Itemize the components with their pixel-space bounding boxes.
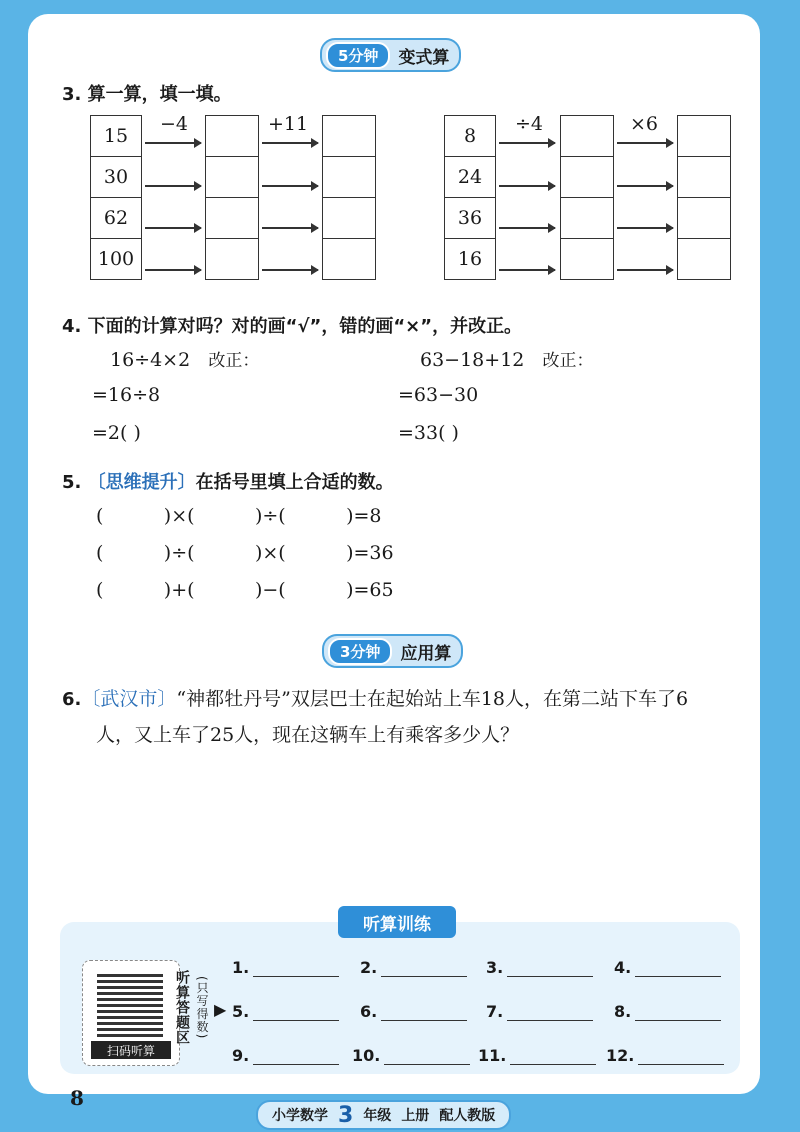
q4a-step1: =16÷8: [92, 384, 161, 406]
arrow: [617, 185, 673, 187]
section-header-application: [322, 634, 463, 668]
arrow: [262, 227, 318, 229]
q4a-step2[interactable]: =2( ): [92, 422, 141, 444]
section-time-badge: 5分钟: [326, 42, 390, 69]
start-cell: 16: [457, 248, 483, 270]
answer-slot[interactable]: 1.: [232, 958, 339, 977]
answer-slot[interactable]: 5.: [232, 1002, 339, 1021]
section-time-badge: 3分钟: [328, 638, 392, 665]
q5-row[interactable]: ( )×( )÷( )=8: [96, 505, 382, 527]
page-number: 8: [70, 1086, 84, 1110]
q4b-expression: 63−18+12 改正：: [420, 349, 594, 371]
q3-right-end-column: [677, 115, 731, 280]
arrow: [262, 142, 318, 144]
answer-cell[interactable]: [678, 198, 730, 239]
q3-left-middle-column: [205, 115, 259, 280]
answer-cell[interactable]: [561, 198, 613, 239]
qr-code-icon: [97, 971, 163, 1037]
answer-cell[interactable]: [323, 239, 375, 279]
q3-left-op1: −4: [160, 113, 189, 135]
q5-tag: 〔思维提升〕: [87, 472, 196, 493]
qr-label: 扫码听算: [91, 1041, 171, 1059]
q4b-step1: =63−30: [398, 384, 479, 406]
answer-slot[interactable]: 8.: [614, 1002, 721, 1021]
answer-zone-label: 听算答题区: [174, 970, 190, 1045]
start-cell: 100: [97, 248, 135, 270]
answer-slot[interactable]: 4.: [614, 958, 721, 977]
q3-right-op1: ÷4: [515, 113, 544, 135]
arrow: [145, 269, 201, 271]
answer-cell[interactable]: [206, 198, 258, 239]
q4b-step2[interactable]: =33( ): [398, 422, 459, 444]
arrow: [499, 185, 555, 187]
answer-slot[interactable]: 6.: [360, 1002, 467, 1021]
arrow: [145, 142, 201, 144]
arrow: [499, 227, 555, 229]
start-cell: 30: [91, 157, 141, 198]
start-cell: 62: [91, 198, 141, 239]
arrow: [145, 227, 201, 229]
q5-row[interactable]: ( )+( )−( )=65: [96, 579, 394, 601]
answer-slot[interactable]: 2.: [360, 958, 467, 977]
answer-cell[interactable]: [323, 116, 375, 157]
answer-cell[interactable]: [206, 116, 258, 157]
section-title: 应用算: [400, 643, 452, 664]
answer-zone-note: (只写得数): [195, 976, 209, 1040]
question-6-line1: 6.〔武汉市〕“神都牡丹号”双层巴士在起始站上车18人，在第二站下车了6: [62, 688, 689, 710]
answer-cell[interactable]: [206, 157, 258, 198]
start-cell: 15: [91, 116, 141, 157]
answer-cell[interactable]: [678, 239, 730, 279]
answer-slot[interactable]: 7.: [486, 1002, 593, 1021]
q3-right-op2: ×6: [630, 113, 659, 135]
answer-cell[interactable]: [678, 116, 730, 157]
answer-slot[interactable]: 9.: [232, 1046, 339, 1065]
start-cell: 24: [445, 157, 495, 198]
q3-left-start-column: [90, 115, 142, 280]
answer-cell[interactable]: [678, 157, 730, 198]
q5-row[interactable]: ( )÷( )×( )=36: [96, 542, 394, 564]
answer-cell[interactable]: [561, 157, 613, 198]
q3-left-op2: +11: [268, 113, 309, 135]
q3-left-end-column: [322, 115, 376, 280]
answer-cell[interactable]: [561, 116, 613, 157]
book-footer: 小学数学 3 年级 上册 配人教版: [256, 1100, 511, 1130]
question-3-title: 3. 算一算，填一填。: [62, 84, 232, 105]
arrow: [262, 185, 318, 187]
arrow: [262, 269, 318, 271]
arrow: [617, 142, 673, 144]
start-cell: 8: [445, 116, 495, 157]
arrow: [499, 142, 555, 144]
section-title: 变式算: [398, 47, 450, 68]
answer-slot[interactable]: 3.: [486, 958, 593, 977]
qr-code[interactable]: [82, 960, 180, 1066]
answer-slot[interactable]: 12.: [606, 1046, 724, 1065]
answer-cell[interactable]: [561, 239, 613, 279]
section-header-variant: [320, 38, 461, 72]
q3-right-start-column: [444, 115, 496, 280]
question-4-title: 4. 下面的计算对吗？对的画“√”，错的画“×”，并改正。: [62, 316, 523, 337]
answer-cell[interactable]: [323, 157, 375, 198]
start-cell: 36: [445, 198, 495, 239]
arrow: [145, 185, 201, 187]
q4a-expression: 16÷4×2 改正：: [110, 349, 260, 371]
answer-slot[interactable]: 11.: [478, 1046, 596, 1065]
arrow: [617, 269, 673, 271]
answer-slot[interactable]: 10.: [352, 1046, 470, 1065]
question-6-line2: 人，又上车了25人，现在这辆车上有乘客多少人？: [96, 724, 520, 746]
q6-tag: 〔武汉市〕: [81, 688, 177, 710]
answer-cell[interactable]: [206, 239, 258, 279]
listening-title: 听算训练: [338, 906, 456, 938]
question-5-title: 5. 〔思维提升〕在括号里填上合适的数。: [62, 472, 394, 493]
arrow: [617, 227, 673, 229]
arrow: [499, 269, 555, 271]
q3-right-middle-column: [560, 115, 614, 280]
answer-cell[interactable]: [323, 198, 375, 239]
play-icon: ▶: [214, 1000, 227, 1019]
